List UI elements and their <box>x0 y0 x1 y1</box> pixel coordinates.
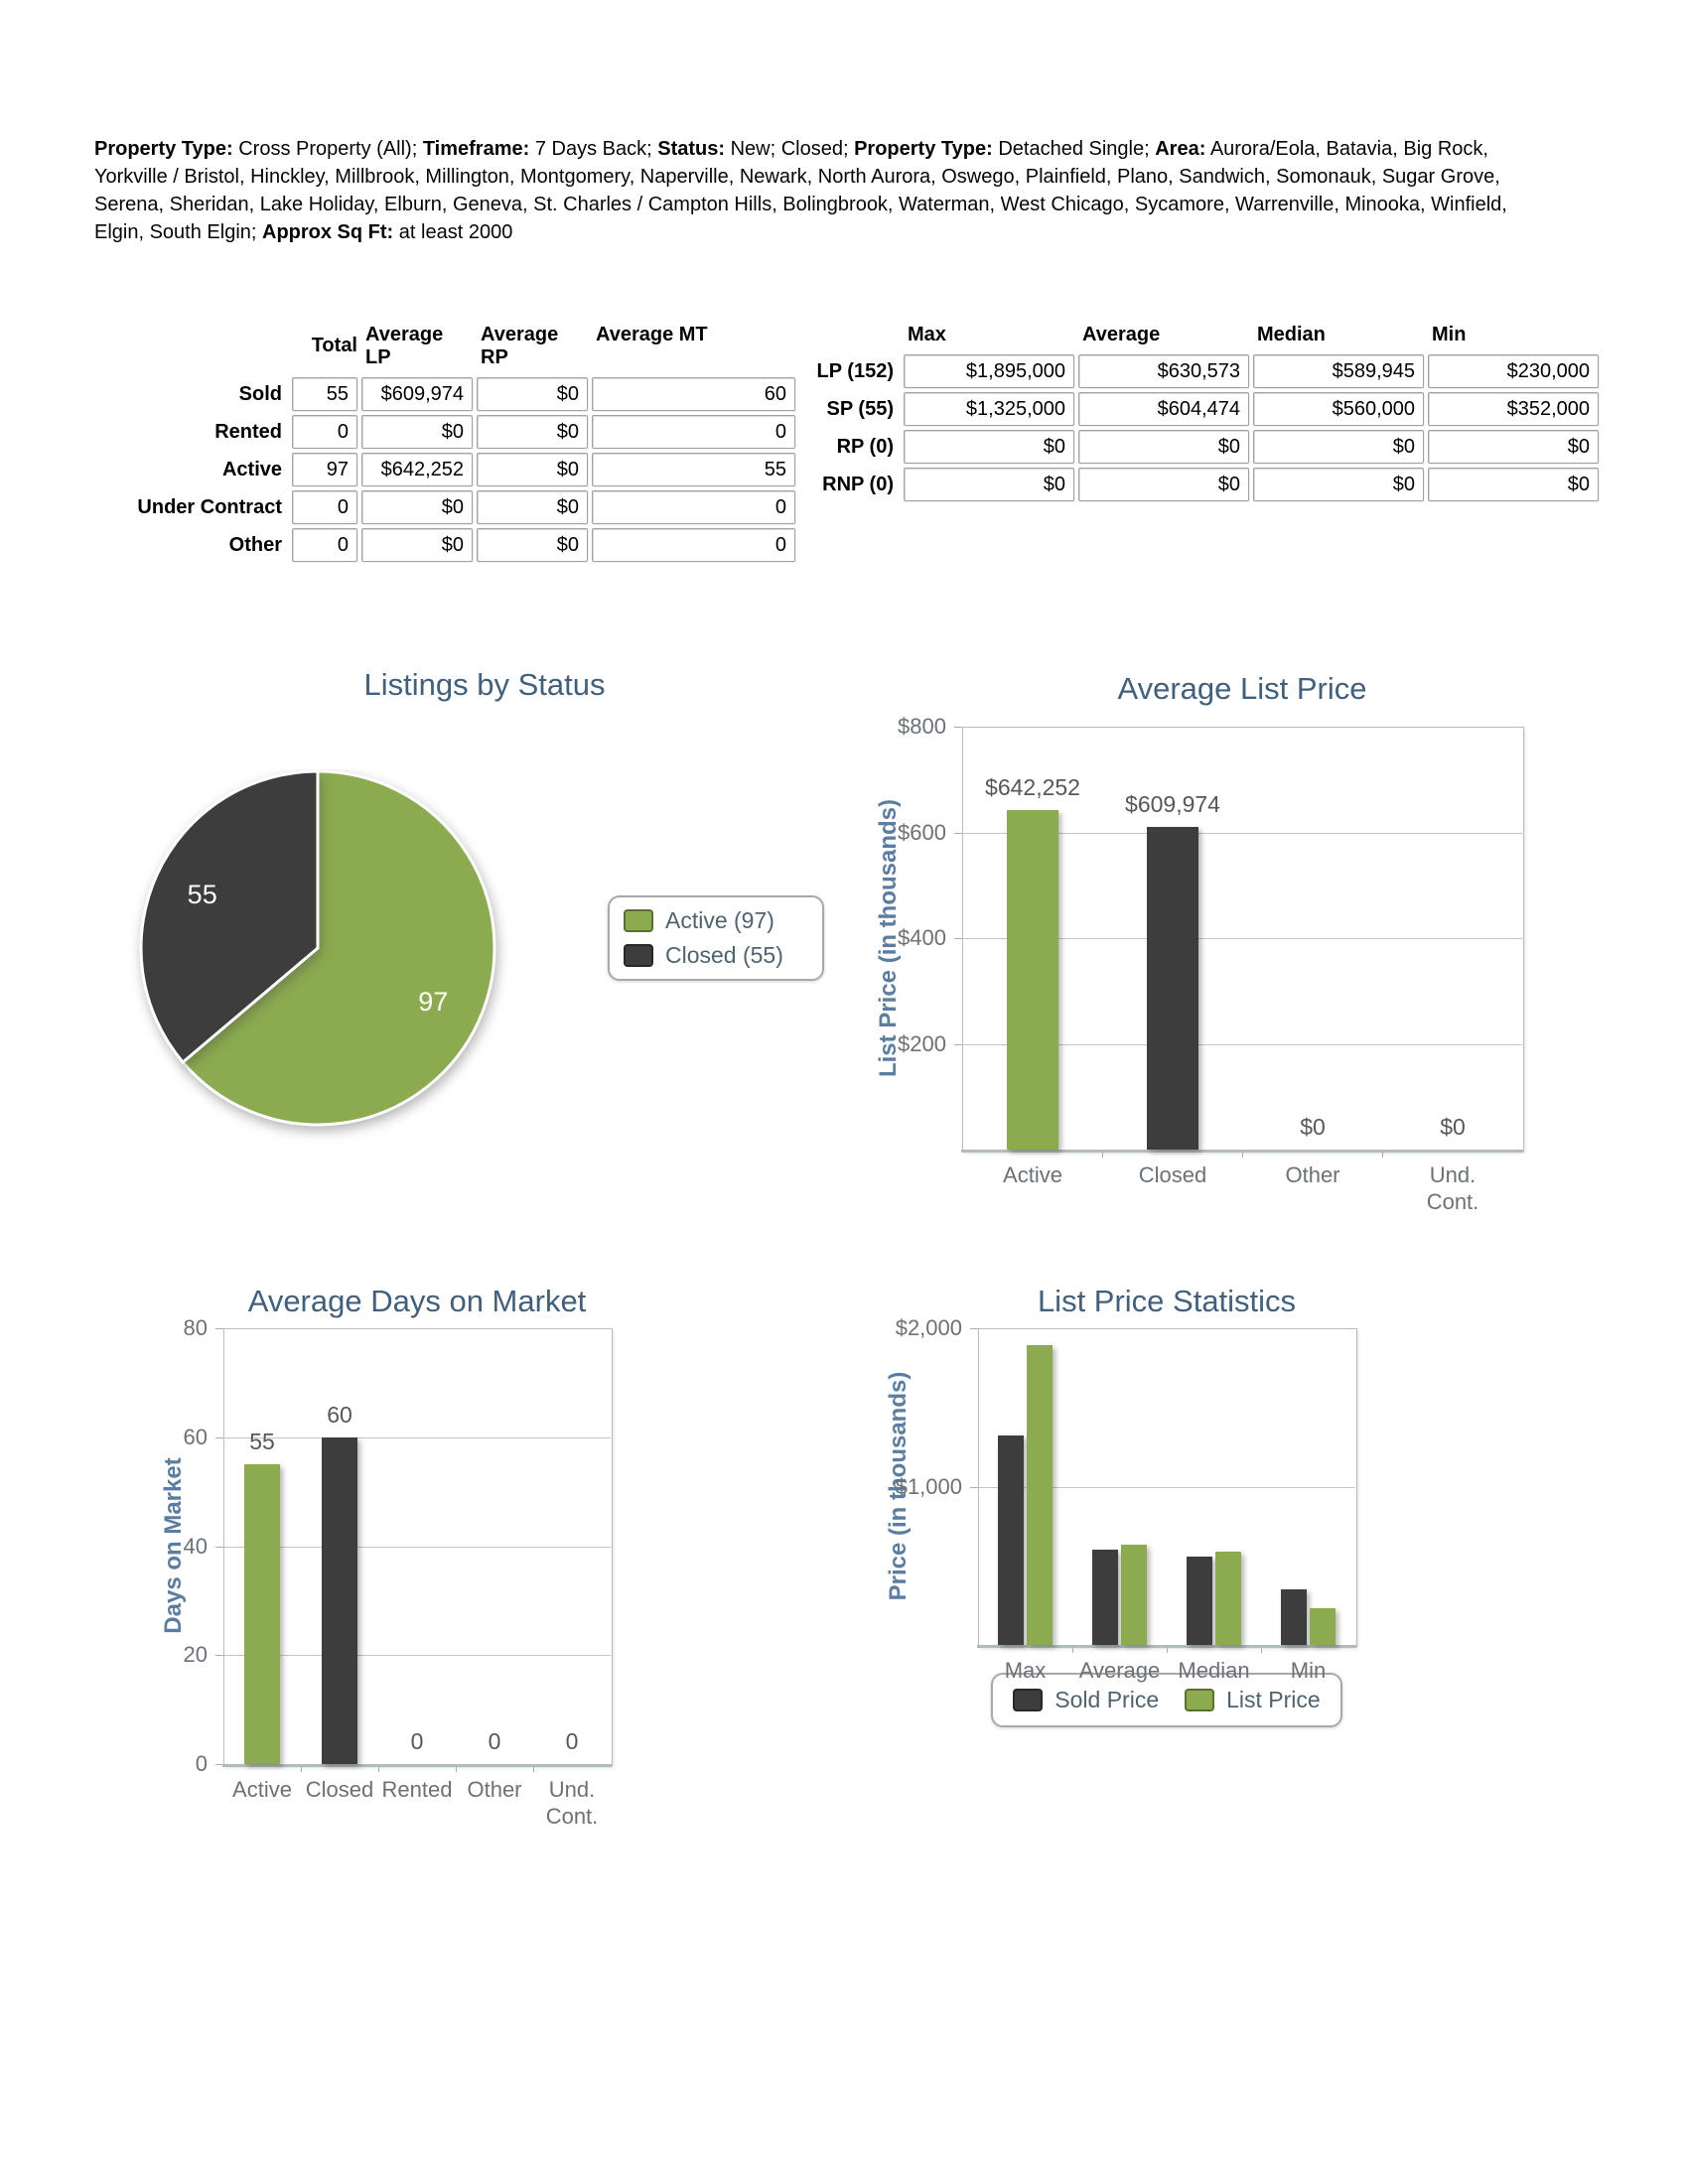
y-tick-mark <box>970 1487 978 1488</box>
bar-sold-price <box>1092 1550 1118 1645</box>
criteria-value: Detached Single; <box>998 138 1156 160</box>
table-cell: $560,000 <box>1253 392 1424 426</box>
legend-item-active <box>624 907 822 934</box>
x-category-label: Rented <box>381 1777 453 1802</box>
x-axis-line <box>977 1645 1356 1648</box>
closed-color-swatch <box>624 944 653 967</box>
criteria-label: Property Type: <box>854 138 993 160</box>
table-cell: $1,325,000 <box>904 392 1074 426</box>
table-cell: $0 <box>1428 468 1599 501</box>
row-label-rp: RP (0) <box>836 436 894 458</box>
criteria-label: Property Type: <box>94 138 233 160</box>
table-cell: 0 <box>592 490 795 524</box>
table-cell: $352,000 <box>1428 392 1599 426</box>
legend-label: List Price <box>1226 1687 1321 1712</box>
bar-sold-price <box>1281 1589 1307 1645</box>
table-cell: $604,474 <box>1078 392 1249 426</box>
table-cell: $0 <box>1428 430 1599 464</box>
x-category-label: Closed <box>1138 1162 1207 1187</box>
y-tick-label: 40 <box>183 1534 208 1559</box>
table-cell: $0 <box>477 528 588 562</box>
y-tick-mark <box>954 1044 962 1045</box>
criteria-label: Status: <box>657 138 726 160</box>
legend-item-sold-price <box>1013 1687 1159 1713</box>
bar-value-label: 55 <box>249 1429 275 1454</box>
legend-label: Sold Price <box>1055 1687 1160 1712</box>
y-tick-mark <box>215 1328 223 1329</box>
table-cell: 0 <box>292 490 357 524</box>
y-tick-mark <box>215 1655 223 1656</box>
spacer <box>94 324 288 373</box>
pie-chart-legend <box>608 895 824 981</box>
row-label-rented: Rented <box>214 421 282 443</box>
table-cell: 55 <box>292 377 357 411</box>
y-tick-label: 0 <box>195 1751 208 1776</box>
table-cell: $609,974 <box>361 377 473 411</box>
x-category-label: Active <box>232 1777 292 1802</box>
average-days-on-market-chart <box>149 1271 844 1856</box>
row-label-active: Active <box>221 459 282 480</box>
x-category-label: Other <box>467 1777 522 1802</box>
y-tick-mark <box>954 938 962 939</box>
x-category-label: Und. Cont. <box>545 1777 599 1829</box>
bar-sold-price <box>998 1435 1024 1645</box>
criteria-label: Approx Sq Ft: <box>262 221 394 243</box>
column-header-average: Average <box>1082 324 1161 345</box>
table-cell: $0 <box>1253 468 1424 501</box>
y-tick-label: $200 <box>898 1031 946 1056</box>
column-header-total: Total <box>311 335 357 356</box>
x-axis-line <box>961 1150 1523 1153</box>
bar-list-price <box>1121 1545 1147 1645</box>
column-header-max: Max <box>908 324 946 345</box>
row-label-sp: SP (55) <box>826 398 894 420</box>
y-tick-mark <box>970 1328 978 1329</box>
column-header-average-rp: Average RP <box>481 324 559 368</box>
criteria-label: Timeframe: <box>422 138 530 160</box>
row-label-lp: LP (152) <box>816 360 894 382</box>
x-category-label: Average <box>1078 1658 1161 1683</box>
chart-title: Average List Price <box>1117 671 1367 706</box>
bar-list-price <box>1310 1608 1336 1645</box>
chart-title: List Price Statistics <box>1037 1284 1297 1318</box>
criteria-value: New; Closed; <box>730 138 855 160</box>
price-statistics-table <box>812 324 1599 501</box>
criteria-value: 7 Days Back; <box>534 138 658 160</box>
bar-list-price <box>1215 1552 1241 1645</box>
bar-closed <box>1147 827 1198 1150</box>
y-tick-label: $600 <box>898 820 946 845</box>
y-tick-label: $800 <box>898 714 946 739</box>
table-cell: 0 <box>292 415 357 449</box>
x-category-label: Active <box>1003 1162 1062 1187</box>
y-tick-label: $400 <box>898 925 946 950</box>
criteria-value: at least 2000 <box>398 221 513 243</box>
active-color-swatch <box>624 909 653 932</box>
table-cell: $0 <box>477 415 588 449</box>
gridline <box>223 1547 611 1548</box>
pie-slice-value: 55 <box>187 880 217 910</box>
table-cell: $0 <box>1078 430 1249 464</box>
y-tick-label: $2,000 <box>895 1315 962 1340</box>
pie-chart-title: Listings by Status <box>363 667 606 702</box>
table-cell: $0 <box>477 453 588 486</box>
list-price-statistics-chart <box>874 1271 1529 1966</box>
pie-slice-value: 97 <box>418 986 449 1017</box>
listings-by-status-pie-chart <box>119 769 536 1166</box>
table-cell: 60 <box>592 377 795 411</box>
row-label-sold: Sold <box>238 383 282 405</box>
bar-closed <box>322 1437 357 1764</box>
y-tick-label: 20 <box>183 1642 208 1667</box>
y-tick-mark <box>954 833 962 834</box>
y-tick-mark <box>954 727 962 728</box>
y-axis-title: Days on Market <box>160 1457 187 1634</box>
bar-list-price <box>1027 1345 1053 1645</box>
table-cell: $0 <box>477 377 588 411</box>
table-cell: $0 <box>1253 430 1424 464</box>
y-tick-label: 80 <box>183 1315 208 1340</box>
table-cell: 55 <box>592 453 795 486</box>
y-tick-label: $1,000 <box>895 1474 962 1499</box>
bar-value-label: 0 <box>488 1728 501 1754</box>
row-label-other: Other <box>228 534 282 556</box>
legend-item-list-price <box>1185 1687 1321 1713</box>
x-category-label: Median <box>1178 1658 1250 1683</box>
x-category-label: Closed <box>305 1777 374 1802</box>
spacer <box>812 324 900 350</box>
table-cell: $0 <box>904 468 1074 501</box>
table-cell: 0 <box>592 415 795 449</box>
bar-value-label: $609,974 <box>1125 791 1220 817</box>
table-cell: $0 <box>361 528 473 562</box>
table-cell: $642,252 <box>361 453 473 486</box>
row-label-under-contract: Under Contract <box>137 496 282 518</box>
table-cell: $0 <box>361 490 473 524</box>
x-category-label: Other <box>1285 1162 1340 1187</box>
search-criteria-summary <box>94 135 1544 246</box>
legend-label: Closed (55) <box>665 942 783 968</box>
status-summary-table <box>94 324 795 562</box>
y-tick-label: 60 <box>183 1425 208 1449</box>
table-cell: $0 <box>1078 468 1249 501</box>
pie-chart-svg <box>119 769 536 1166</box>
criteria-label: Area: <box>1155 138 1206 160</box>
bar-sold-price <box>1187 1557 1212 1645</box>
y-axis-title: List Price (in thousands) <box>875 798 902 1078</box>
table-cell: $230,000 <box>1428 354 1599 388</box>
table-cell: 0 <box>292 528 357 562</box>
bar-value-label: $0 <box>1440 1114 1466 1140</box>
x-category-label: Max <box>1004 1658 1047 1683</box>
table-cell: 97 <box>292 453 357 486</box>
bar-value-label: 0 <box>565 1728 579 1754</box>
table-cell: $1,895,000 <box>904 354 1074 388</box>
column-header-min: Min <box>1432 324 1467 345</box>
bar-value-label: 0 <box>410 1728 424 1754</box>
chart-title: Average Days on Market <box>247 1284 587 1318</box>
bar-value-label: 60 <box>327 1402 352 1428</box>
y-axis-title: Price (in thousands) <box>885 1371 912 1601</box>
bar-active <box>244 1464 280 1764</box>
column-header-average-lp: Average LP <box>365 324 444 368</box>
row-label-rnp: RNP (0) <box>822 474 894 495</box>
x-category-label: Und. Cont. <box>1426 1162 1479 1214</box>
bar-active <box>1007 810 1058 1150</box>
gridline <box>223 1655 611 1656</box>
criteria-value: Aurora/Eola, Batavia, Big Rock, Yorkville / Bristol, Hinckley, Millbrook, Millington, Montgomery, Naperville, Newark, North Aurora, Oswego, Plainfield, Plano, Sandwich, Somonauk, Sugar Grove, Serena, Sheridan, Lake Holiday, Elburn, Geneva, St. Charles / Campton Hills, Bolingbrook, Waterman, West Chicago, Sycamore, Warrenville, Minooka, Winfield, Elgin, South Elgin; <box>94 138 1507 243</box>
legend-label: Active (97) <box>665 907 774 933</box>
x-category-label: Min <box>1290 1658 1327 1683</box>
sold-price-color-swatch <box>1013 1689 1043 1711</box>
table-cell: $0 <box>361 415 473 449</box>
column-header-median: Median <box>1257 324 1326 345</box>
x-axis-line <box>222 1764 612 1767</box>
bar-value-label: $642,252 <box>985 774 1080 800</box>
list-price-color-swatch <box>1185 1689 1214 1711</box>
table-cell: $589,945 <box>1253 354 1424 388</box>
criteria-value: Cross Property (All); <box>238 138 423 160</box>
table-cell: $0 <box>477 490 588 524</box>
table-cell: 0 <box>592 528 795 562</box>
average-list-price-chart <box>874 655 1549 1221</box>
legend-item-closed <box>624 942 822 969</box>
y-tick-mark <box>215 1547 223 1548</box>
table-cell: $630,573 <box>1078 354 1249 388</box>
column-header-average-mt: Average MT <box>596 324 708 345</box>
bar-value-label: $0 <box>1300 1114 1326 1140</box>
table-cell: $0 <box>904 430 1074 464</box>
